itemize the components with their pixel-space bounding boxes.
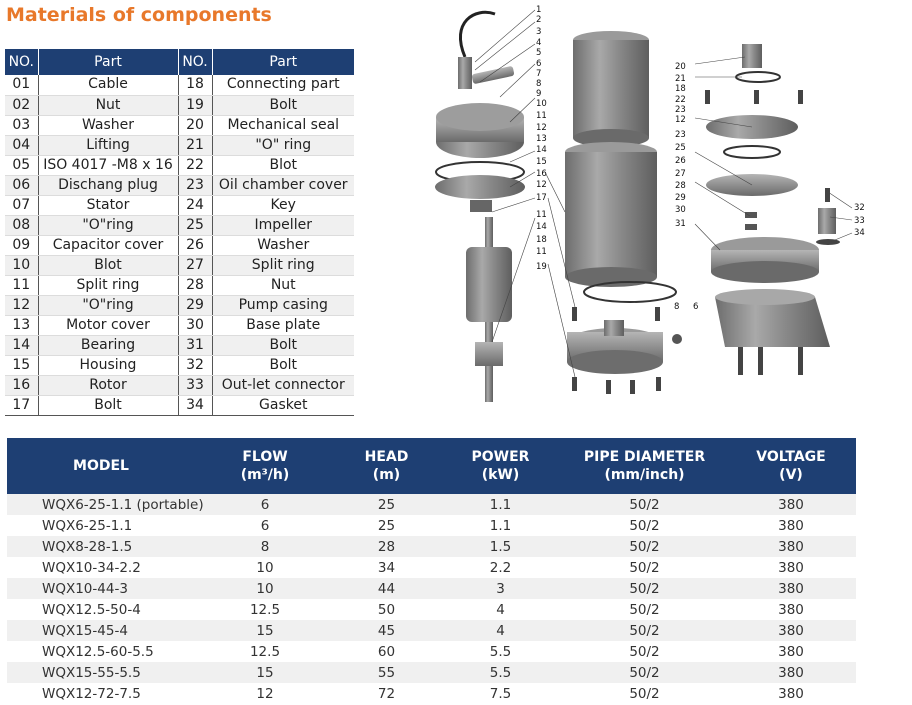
model-cell: WQX15-45-4 <box>7 620 195 641</box>
part-no-cell: 33 <box>178 375 212 395</box>
pipe-cell: 50/2 <box>563 578 726 599</box>
callout-32: 32 <box>854 203 865 213</box>
part-no-cell: 16 <box>5 375 38 395</box>
parts-table-row <box>5 75 354 95</box>
part-no-cell: 23 <box>178 175 212 195</box>
part-no-cell: 15 <box>5 355 38 375</box>
flow-cell: 10 <box>195 578 335 599</box>
part-name-cell: Capacitor cover <box>38 235 178 255</box>
parts-table <box>5 49 354 416</box>
head-cell: 44 <box>335 578 438 599</box>
power-cell: 1.1 <box>438 494 563 515</box>
header-head: HEAD (m) <box>335 438 438 494</box>
part-no-cell: 24 <box>178 195 212 215</box>
part-no-cell: 28 <box>178 275 212 295</box>
callout-18: 18 <box>536 235 547 245</box>
parts-table-row <box>5 175 354 195</box>
part-name-cell: Rotor <box>38 375 178 395</box>
part-name-cell: Cable <box>38 75 178 95</box>
head-cell: 50 <box>377 601 396 618</box>
callout-12c: 12 <box>675 115 686 125</box>
part-name-cell: Washer <box>212 235 354 255</box>
part-name-cell: Nut <box>38 95 178 115</box>
parts-table-row <box>5 375 354 395</box>
part-no-cell: 34 <box>178 395 212 415</box>
header-model: MODEL <box>7 438 195 494</box>
model-cell: WQX12.5-50-4 <box>42 601 141 618</box>
part-name-cell: "O" ring <box>212 135 354 155</box>
power-cell: 2.2 <box>489 559 512 576</box>
parts-table-header-row <box>5 49 354 75</box>
part-name-cell: Stator <box>38 195 178 215</box>
callout-2: 2 <box>536 15 542 25</box>
part-name-cell: Pump casing <box>212 295 354 315</box>
part-name-cell: Key <box>212 195 354 215</box>
head-cell: 25 <box>335 494 438 515</box>
part-no-cell: 32 <box>178 355 212 375</box>
callout-6: 6 <box>536 59 542 69</box>
power-cell: 4 <box>496 601 505 618</box>
callout-14b: 14 <box>536 222 547 232</box>
lifting-handle <box>471 66 514 85</box>
part-no-cell: 25 <box>178 215 212 235</box>
parts-table-row <box>5 115 354 135</box>
part-name-cell: Dischang plug <box>38 175 178 195</box>
part-no-cell: 21 <box>178 135 212 155</box>
flow-cell: 15 <box>195 662 335 683</box>
part-no-cell: 10 <box>5 255 38 275</box>
part-no-cell: 13 <box>5 315 38 335</box>
gasket <box>816 239 840 245</box>
part-name-cell: Base plate <box>212 315 354 335</box>
part-name-cell: Impeller <box>212 215 354 235</box>
bearing-lower <box>475 342 503 366</box>
head-cell: 25 <box>377 517 396 534</box>
callout-10: 10 <box>536 99 547 109</box>
cable-gland <box>458 57 472 89</box>
model-cell: WQX8-28-1.5 <box>7 536 195 557</box>
callout-18b: 18 <box>675 84 686 94</box>
part-name-cell: Bolt <box>212 335 354 355</box>
callout-4: 4 <box>536 38 542 48</box>
model-table-header-row <box>7 438 856 494</box>
washer <box>745 212 757 218</box>
voltage-cell: 380 <box>778 559 804 576</box>
pipe-cell: 50/2 <box>629 685 660 702</box>
part-name-cell: Lifting <box>38 135 178 155</box>
header-part-2: Part <box>212 49 354 75</box>
part-name-cell: Bolt <box>212 355 354 375</box>
callout-30: 30 <box>675 205 686 215</box>
callout-21: 21 <box>675 74 686 84</box>
head-cell: 45 <box>335 620 438 641</box>
head-cell: 55 <box>335 662 438 683</box>
parts-table-row <box>5 95 354 115</box>
callout-16: 16 <box>536 169 547 179</box>
part-name-cell: Nut <box>212 275 354 295</box>
model-table-row <box>7 599 856 620</box>
power-cell: 4 <box>438 620 563 641</box>
callout-12: 12 <box>536 123 547 133</box>
flow-cell: 6 <box>260 517 270 534</box>
head-cell: 34 <box>377 559 396 576</box>
model-table-row <box>7 662 856 683</box>
callout-22: 22 <box>675 95 686 105</box>
flow-cell: 12 <box>256 685 274 702</box>
part-no-cell: 04 <box>5 135 38 155</box>
callout-8: 8 <box>536 79 542 89</box>
part-name-cell: Blot <box>212 155 354 175</box>
part-no-cell: 09 <box>5 235 38 255</box>
part-name-cell: Connecting part <box>212 75 354 95</box>
bearing-upper <box>435 175 525 199</box>
power-cell: 1.1 <box>489 517 512 534</box>
voltage-cell: 380 <box>726 578 856 599</box>
part-name-cell: Split ring <box>212 255 354 275</box>
callout-12b: 12 <box>536 180 547 190</box>
model-table-row <box>7 683 856 704</box>
model-table-row <box>7 578 856 599</box>
housing <box>565 152 657 277</box>
callout-13: 13 <box>536 134 547 144</box>
callout-6b: 6 <box>693 302 699 312</box>
header-part-1: Part <box>38 49 178 75</box>
part-no-cell: 20 <box>178 115 212 135</box>
voltage-cell: 380 <box>726 620 856 641</box>
callout-20: 20 <box>675 62 686 72</box>
header-power: POWER (kW) <box>438 438 563 494</box>
part-no-cell: 14 <box>5 335 38 355</box>
part-no-cell: 12 <box>5 295 38 315</box>
flow-cell: 12.5 <box>249 643 281 660</box>
parts-table-row <box>5 235 354 255</box>
callout-27: 27 <box>675 169 686 179</box>
parts-table-row <box>5 255 354 275</box>
part-no-cell: 27 <box>178 255 212 275</box>
voltage-cell: 380 <box>726 536 856 557</box>
head-cell: 28 <box>335 536 438 557</box>
model-cell: WQX6-25-1.1 <box>42 517 133 534</box>
split-ring <box>745 224 757 230</box>
part-name-cell: Oil chamber cover <box>212 175 354 195</box>
voltage-cell: 380 <box>778 643 804 660</box>
part-no-cell: 18 <box>178 75 212 95</box>
model-cell: WQX10-34-2.2 <box>42 559 141 576</box>
callout-29: 29 <box>675 193 686 203</box>
part-name-cell: "O"ring <box>38 215 178 235</box>
callout-23b: 23 <box>675 130 686 140</box>
part-name-cell: Bolt <box>38 395 178 415</box>
part-no-cell: 26 <box>178 235 212 255</box>
callout-8b: 8 <box>674 302 680 312</box>
callout-11b: 11 <box>536 210 547 220</box>
callout-34: 34 <box>854 228 865 238</box>
stator <box>573 40 649 138</box>
model-cell: WQX12.5-60-5.5 <box>42 643 154 660</box>
pipe-cell: 50/2 <box>629 601 660 618</box>
parts-table-row <box>5 355 354 375</box>
model-cell: WQX12-72-7.5 <box>42 685 141 702</box>
callout-5: 5 <box>536 48 542 58</box>
model-cell: WQX10-44-3 <box>7 578 195 599</box>
cable <box>460 12 495 57</box>
part-name-cell: Washer <box>38 115 178 135</box>
model-table-row <box>7 515 856 536</box>
parts-table-row <box>5 135 354 155</box>
callout-28: 28 <box>675 181 686 191</box>
bearing-small <box>470 200 492 212</box>
voltage-cell: 380 <box>726 662 856 683</box>
power-cell: 3 <box>438 578 563 599</box>
part-no-cell: 01 <box>5 75 38 95</box>
model-table-row <box>7 494 856 515</box>
flow-cell: 15 <box>195 620 335 641</box>
parts-table-row <box>5 395 354 415</box>
flow-cell: 6 <box>195 494 335 515</box>
voltage-cell: 380 <box>778 685 804 702</box>
part-no-cell: 30 <box>178 315 212 335</box>
part-name-cell: Bearing <box>38 335 178 355</box>
header-no-2: NO. <box>178 49 212 75</box>
part-name-cell: Motor cover <box>38 315 178 335</box>
model-table-row <box>7 641 856 662</box>
power-cell: 5.5 <box>489 643 512 660</box>
pipe-cell: 50/2 <box>563 494 726 515</box>
parts-table-row <box>5 295 354 315</box>
power-cell: 5.5 <box>438 662 563 683</box>
parts-table-row <box>5 315 354 335</box>
pipe-cell: 50/2 <box>563 620 726 641</box>
model-cell: WQX15-55-5.5 <box>7 662 195 683</box>
callout-3: 3 <box>536 27 542 37</box>
part-name-cell: Mechanical seal <box>212 115 354 135</box>
callout-25: 25 <box>675 143 686 153</box>
voltage-cell: 380 <box>726 494 856 515</box>
parts-table-row <box>5 155 354 175</box>
pipe-cell: 50/2 <box>629 643 660 660</box>
parts-table-row <box>5 275 354 295</box>
callout-1: 1 <box>536 5 542 15</box>
part-no-cell: 19 <box>178 95 212 115</box>
header-flow: FLOW (m³/h) <box>195 438 335 494</box>
part-no-cell: 05 <box>5 155 38 175</box>
model-cell: WQX6-25-1.1 (portable) <box>7 494 195 515</box>
part-no-cell: 02 <box>5 95 38 115</box>
parts-table-row <box>5 215 354 235</box>
power-cell: 1.5 <box>438 536 563 557</box>
outlet-connector <box>818 208 836 234</box>
part-name-cell: "O"ring <box>38 295 178 315</box>
callout-9: 9 <box>536 89 542 99</box>
pipe-cell: 50/2 <box>629 517 660 534</box>
flow-cell: 8 <box>195 536 335 557</box>
discharge-plug <box>672 334 682 344</box>
part-no-cell: 31 <box>178 335 212 355</box>
part-name-cell: Housing <box>38 355 178 375</box>
part-name-cell: Out-let connector <box>212 375 354 395</box>
voltage-cell: 380 <box>778 601 804 618</box>
callout-7: 7 <box>536 69 542 79</box>
callout-11: 11 <box>536 111 547 121</box>
callout-23: 23 <box>675 105 686 115</box>
parts-table-row <box>5 195 354 215</box>
part-no-cell: 06 <box>5 175 38 195</box>
part-name-cell: ISO 4017 -M8 x 16 <box>38 155 178 175</box>
model-table-row <box>7 536 856 557</box>
callout-33: 33 <box>854 216 865 226</box>
power-cell: 7.5 <box>489 685 512 702</box>
part-name-cell: Blot <box>38 255 178 275</box>
parts-table-row <box>5 335 354 355</box>
callout-11c: 11 <box>536 247 547 257</box>
voltage-cell: 380 <box>778 517 804 534</box>
part-no-cell: 22 <box>178 155 212 175</box>
callout-26: 26 <box>675 156 686 166</box>
head-cell: 60 <box>377 643 396 660</box>
part-no-cell: 17 <box>5 395 38 415</box>
exploded-pump-diagram <box>420 2 912 420</box>
part-name-cell: Gasket <box>212 395 354 415</box>
part-name-cell: Split ring <box>38 275 178 295</box>
rotor <box>466 247 512 322</box>
header-voltage: VOLTAGE (V) <box>726 438 856 494</box>
mechanical-seal <box>742 44 762 68</box>
header-pipe-diameter: PIPE DIAMETER (mm/inch) <box>563 438 726 494</box>
part-no-cell: 07 <box>5 195 38 215</box>
flow-cell: 10 <box>256 559 274 576</box>
callout-14: 14 <box>536 145 547 155</box>
pipe-cell: 50/2 <box>629 559 660 576</box>
pipe-cell: 50/2 <box>563 662 726 683</box>
callout-17: 17 <box>536 193 547 203</box>
head-cell: 72 <box>377 685 396 702</box>
section-title: Materials of components <box>6 4 272 26</box>
header-no-1: NO. <box>5 49 38 75</box>
callout-19: 19 <box>536 262 547 272</box>
o-ring-upper <box>736 72 780 82</box>
callout-31: 31 <box>675 219 686 229</box>
flow-cell: 12.5 <box>249 601 281 618</box>
part-no-cell: 29 <box>178 295 212 315</box>
part-no-cell: 11 <box>5 275 38 295</box>
model-table-row <box>7 557 856 578</box>
part-no-cell: 03 <box>5 115 38 135</box>
model-spec-table <box>7 438 856 704</box>
bolt <box>572 307 577 321</box>
pipe-cell: 50/2 <box>563 536 726 557</box>
part-name-cell: Bolt <box>212 95 354 115</box>
model-table-row <box>7 620 856 641</box>
callout-15: 15 <box>536 157 547 167</box>
part-no-cell: 08 <box>5 215 38 235</box>
